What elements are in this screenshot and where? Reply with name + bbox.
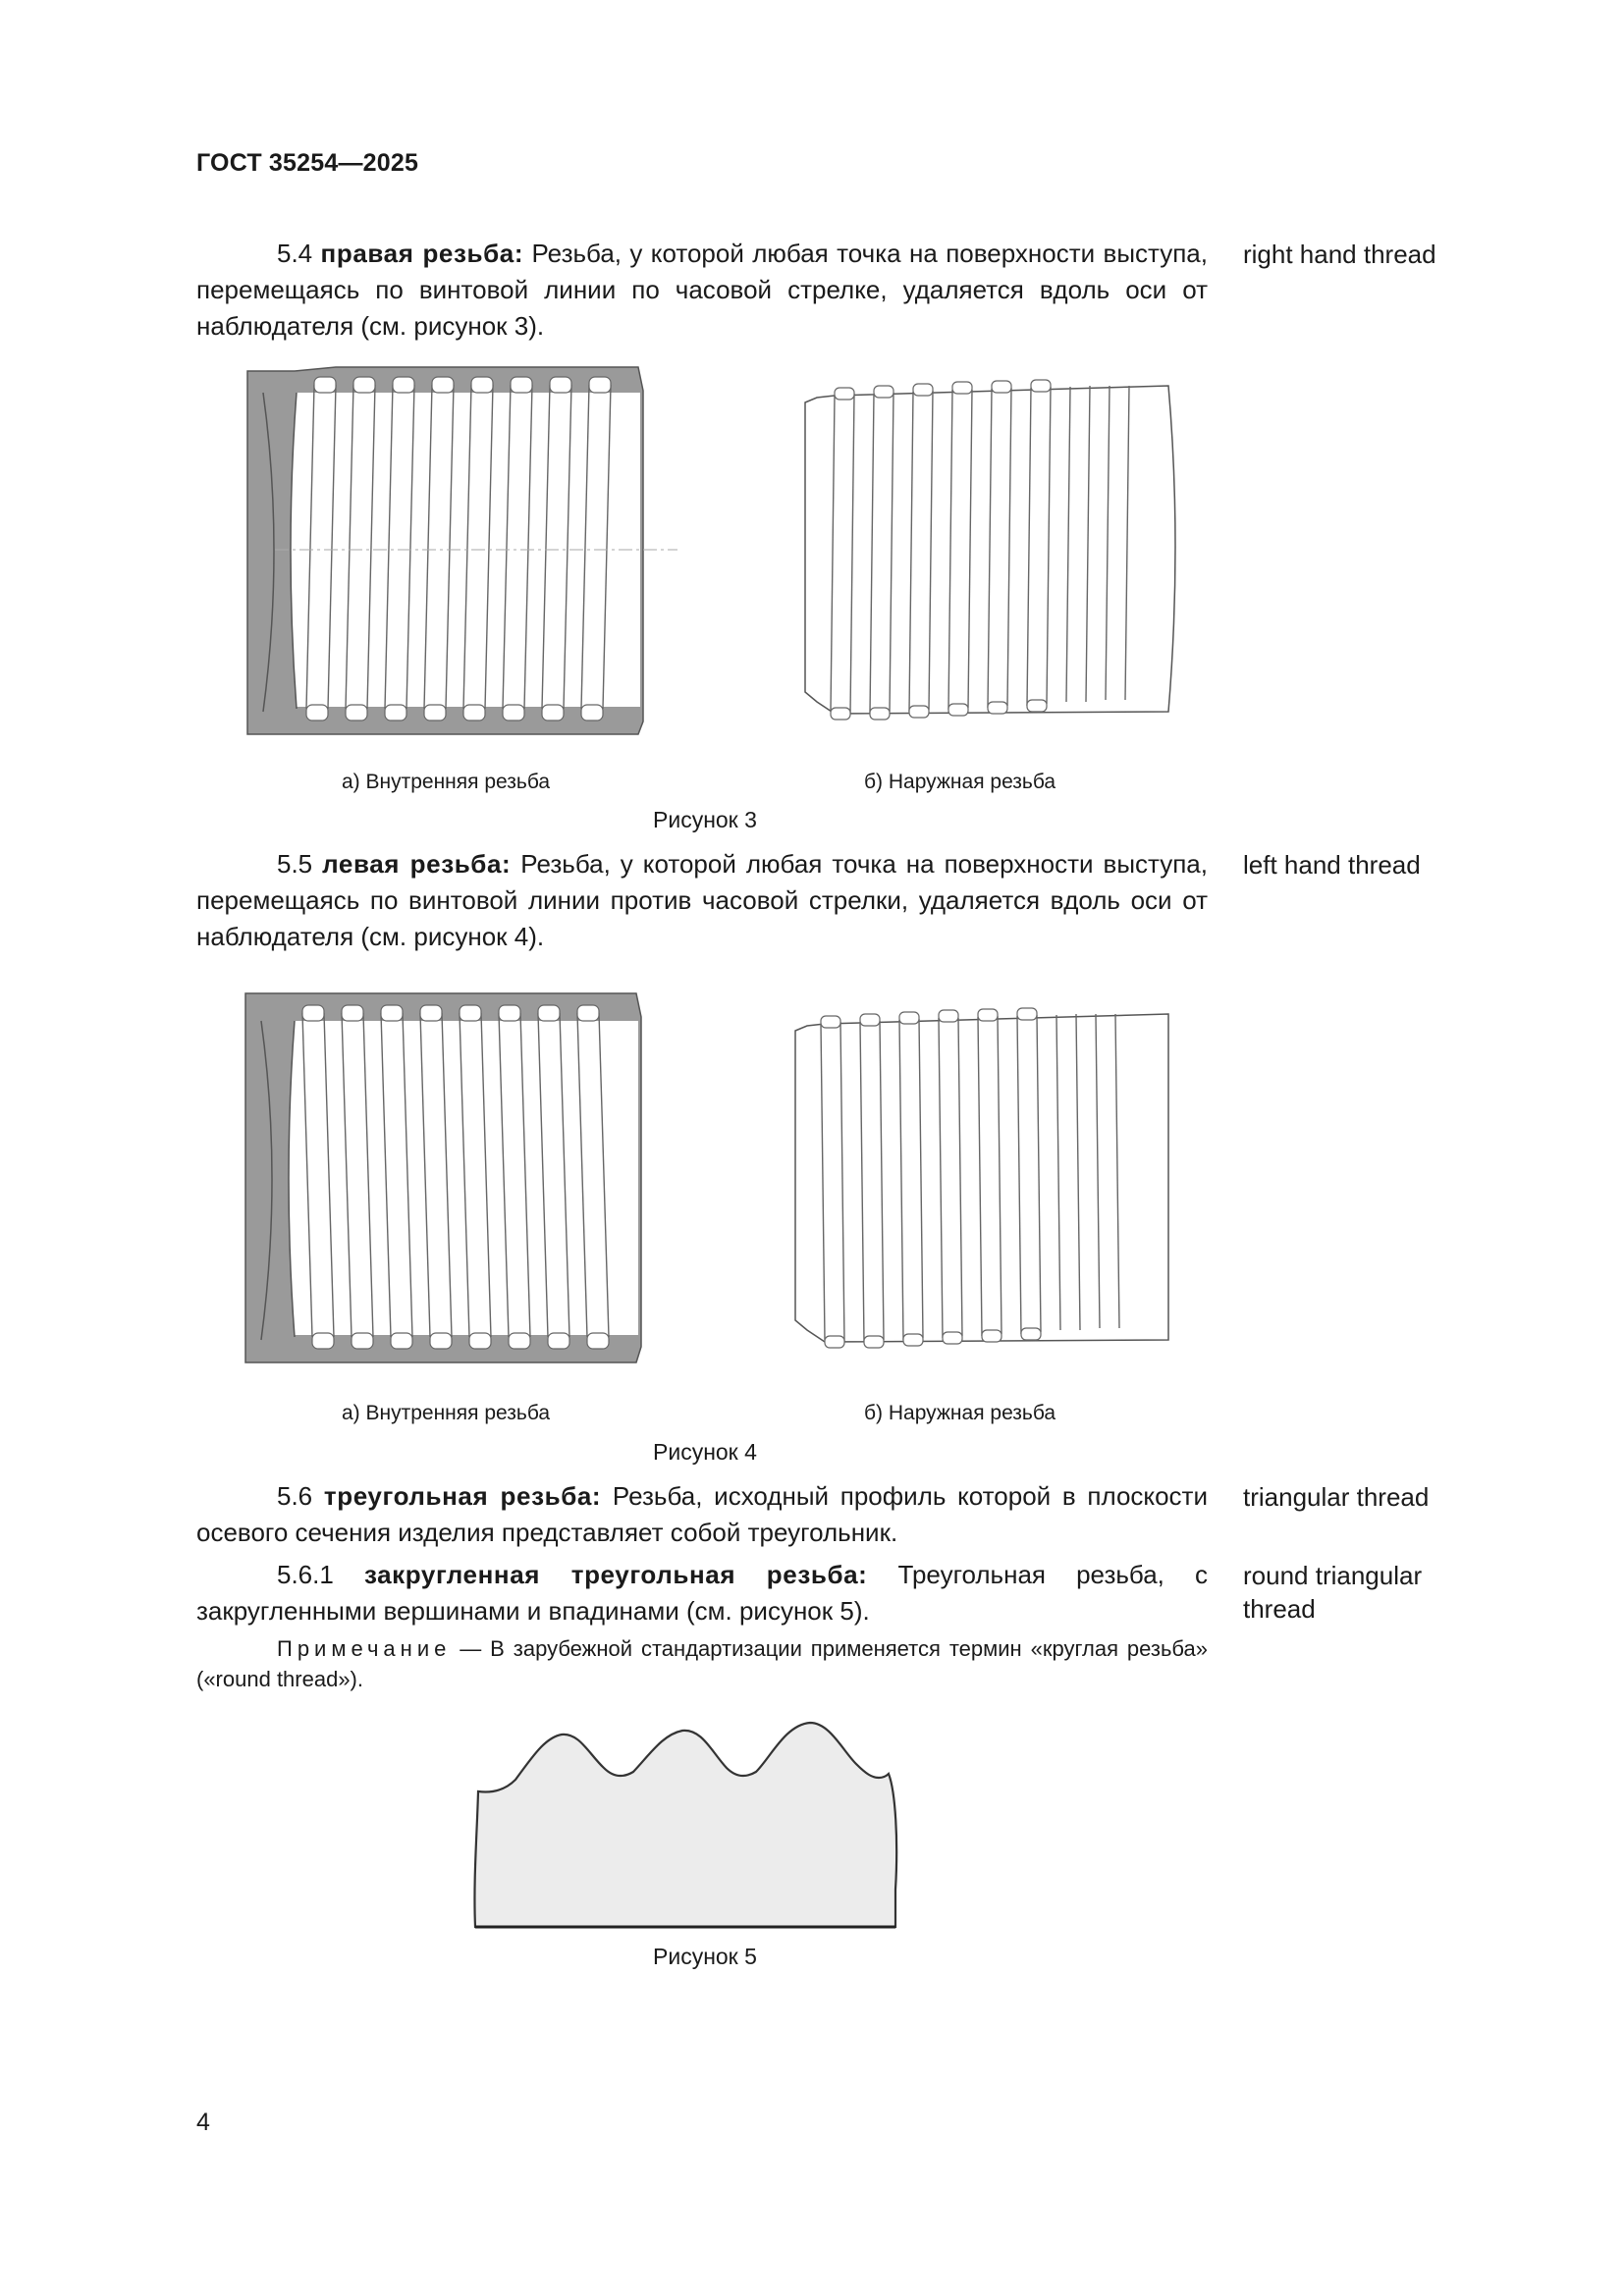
section-5-6 — [196, 1478, 1208, 1551]
figure-3-subcaption-b: б) Наружная резьба — [864, 771, 1056, 793]
section-5-6-1 — [196, 1557, 1208, 1629]
document-header: ГОСТ 35254—2025 — [196, 149, 419, 177]
definition: Резьба, у которой любая точка на поверхности выступа, перемещаясь по винтовой линии против часовой стрелки, удаляется вдоль оси от наблюдателя (см. рисунок 4). — [196, 849, 1208, 951]
figure-4-subcaption-a: а) Внутренняя резьба — [342, 1402, 551, 1424]
figure-3-caption: Рисунок 3 — [653, 807, 757, 832]
english-term: left hand thread — [1243, 850, 1421, 880]
english-term: round triangular thread — [1243, 1561, 1423, 1624]
section-5-5 — [196, 846, 1208, 955]
term: треугольная резьба: — [323, 1481, 602, 1511]
figure-5-round-thread-profile — [471, 1703, 952, 1934]
term: закругленная треугольная резьба: — [363, 1560, 868, 1589]
term: правая резьба: — [320, 239, 524, 268]
figure-3-external-thread — [795, 378, 1188, 726]
figure-4-subcaption-b: б) Наружная резьба — [864, 1402, 1056, 1424]
definition: Резьба, у которой любая точка на поверхности выступа, перемещаясь по винтовой линии по часовой стрелке, удаляется вдоль оси от наблюдателя (см. рисунок 3). — [196, 239, 1208, 341]
figure-3-internal-thread — [245, 363, 677, 740]
note-label: Примечание — [277, 1636, 452, 1661]
figure-4-caption: Рисунок 4 — [653, 1439, 757, 1465]
definition: Резьба, исходный профиль которой в плоскости осевого сечения изделия представляет собой треугольник. — [196, 1481, 1208, 1547]
section-5-4 — [196, 236, 1208, 345]
term: левая резьба: — [322, 849, 512, 879]
english-term: triangular thread — [1243, 1482, 1430, 1512]
section-number: 5.4 — [277, 239, 313, 268]
section-number: 5.5 — [277, 849, 313, 879]
figure-4-external-thread — [785, 1006, 1178, 1355]
definition: Треугольная резьба, с закругленными вершинами и впадинами (см. рисунок 5). — [196, 1560, 1208, 1626]
note — [196, 1633, 1208, 1694]
note-text: — В зарубежной стандартизации применяется термин «круглая резьба» («round thread»). — [196, 1636, 1208, 1691]
figure-3-subcaption-a: а) Внутренняя резьба — [342, 771, 551, 793]
page-number: 4 — [196, 2109, 210, 2136]
figure-4-internal-thread — [244, 991, 646, 1368]
section-number: 5.6.1 — [277, 1560, 334, 1589]
section-number: 5.6 — [277, 1481, 313, 1511]
figure-5-caption: Рисунок 5 — [653, 1944, 757, 1969]
english-term: right hand thread — [1243, 240, 1436, 269]
